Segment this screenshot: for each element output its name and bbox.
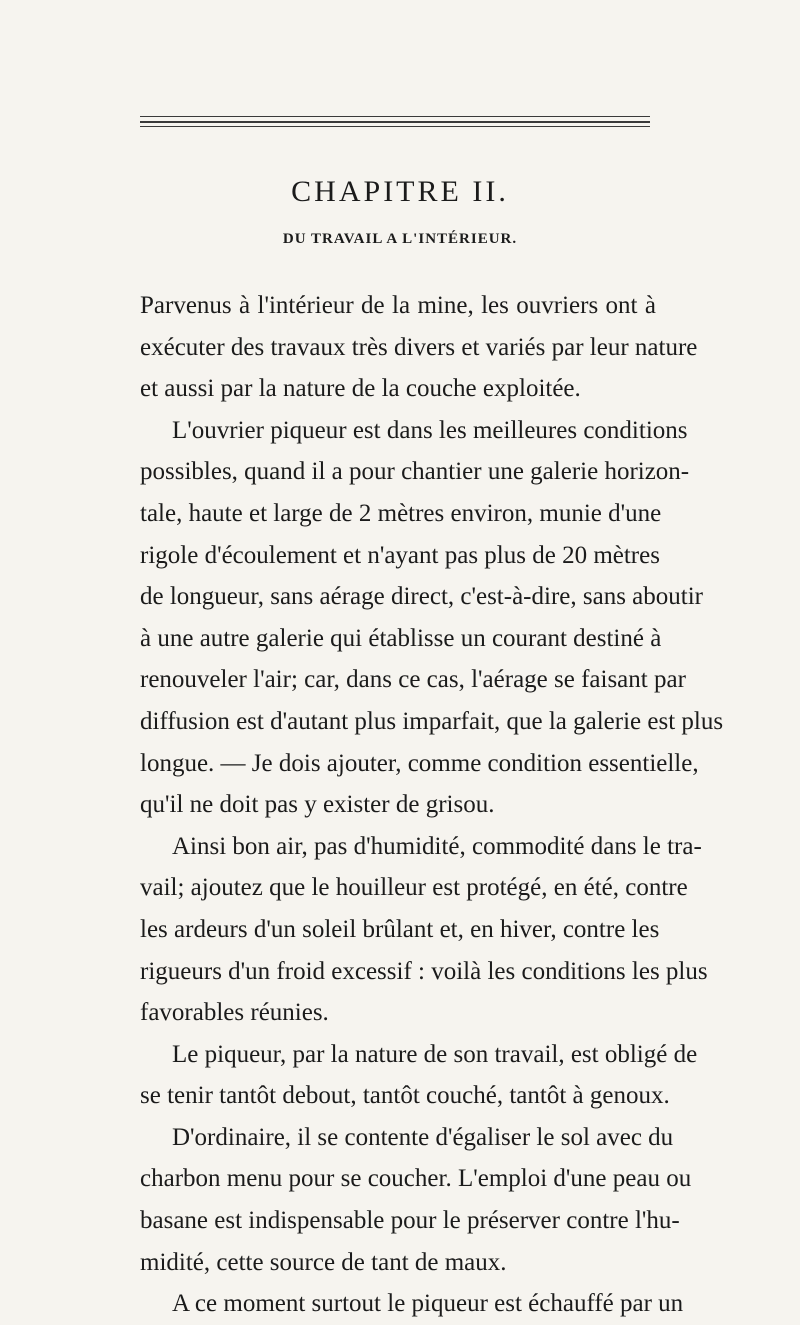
- text-line: basane est indispensable pour le préserver contre l'hu-: [140, 1207, 680, 1235]
- text-line: se tenir tantôt debout, tantôt couché, tantôt à genoux.: [140, 1082, 670, 1110]
- text-line: midité, cette source de tant de maux.: [140, 1248, 507, 1276]
- text-line: renouveler l'air; car, dans ce cas, l'aérage se faisant par: [140, 666, 686, 694]
- body-text: [140, 285, 724, 1325]
- text-line: vail; ajoutez que le houilleur est protégé, en été, contre: [140, 874, 688, 902]
- text-line: Parvenus à l'intérieur de la mine, les ouvriers ont à: [140, 292, 656, 319]
- text-line: possibles, quand il a pour chantier une galerie horizon-: [140, 458, 690, 486]
- text-line: A ce moment surtout le piqueur est échauffé par un: [172, 1290, 684, 1318]
- text-line: L'ouvrier piqueur est dans les meilleures conditions: [172, 416, 688, 444]
- text-line: D'ordinaire, il se contente d'égaliser le sol avec du: [172, 1123, 674, 1151]
- text-line: tale, haute et large de 2 mètres environ, munie d'une: [140, 499, 662, 527]
- header-rule-top: [140, 116, 650, 117]
- text-line: longue. — Je dois ajouter, comme condition essentielle,: [140, 749, 699, 777]
- text-line: de longueur, sans aérage direct, c'est-à-dire, sans aboutir: [140, 583, 703, 611]
- header-rule-bottom: [140, 126, 650, 127]
- text-line: Le piqueur, par la nature de son travail, est obligé de: [172, 1040, 698, 1068]
- text-line: qu'il ne doit pas y exister de grisou.: [140, 791, 495, 819]
- header-rule-middle: [140, 121, 650, 123]
- text-line: diffusion est d'autant plus imparfait, que la galerie est plus: [140, 707, 724, 735]
- text-line: Ainsi bon air, pas d'humidité, commodité dans le tra-: [172, 832, 702, 860]
- chapter-title: CHAPITRE II.: [291, 175, 509, 208]
- text-line: favorables réunies.: [140, 999, 329, 1027]
- text-line: charbon menu pour se coucher. L'emploi d'une peau ou: [140, 1165, 692, 1193]
- text-line: les ardeurs d'un soleil brûlant et, en hiver, contre les: [140, 915, 660, 943]
- text-line: rigole d'écoulement et n'ayant pas plus de 20 mètres: [140, 541, 660, 569]
- text-line: à une autre galerie qui établisse un courant destiné à: [140, 624, 662, 652]
- text-line: rigueurs d'un froid excessif : voilà les conditions les plus: [140, 957, 708, 985]
- chapter-subtitle: DU TRAVAIL A L'INTÉRIEUR.: [282, 231, 518, 247]
- text-line: exécuter des travaux très divers et variés par leur nature: [140, 333, 698, 361]
- text-line: et aussi par la nature de la couche exploitée.: [140, 375, 581, 403]
